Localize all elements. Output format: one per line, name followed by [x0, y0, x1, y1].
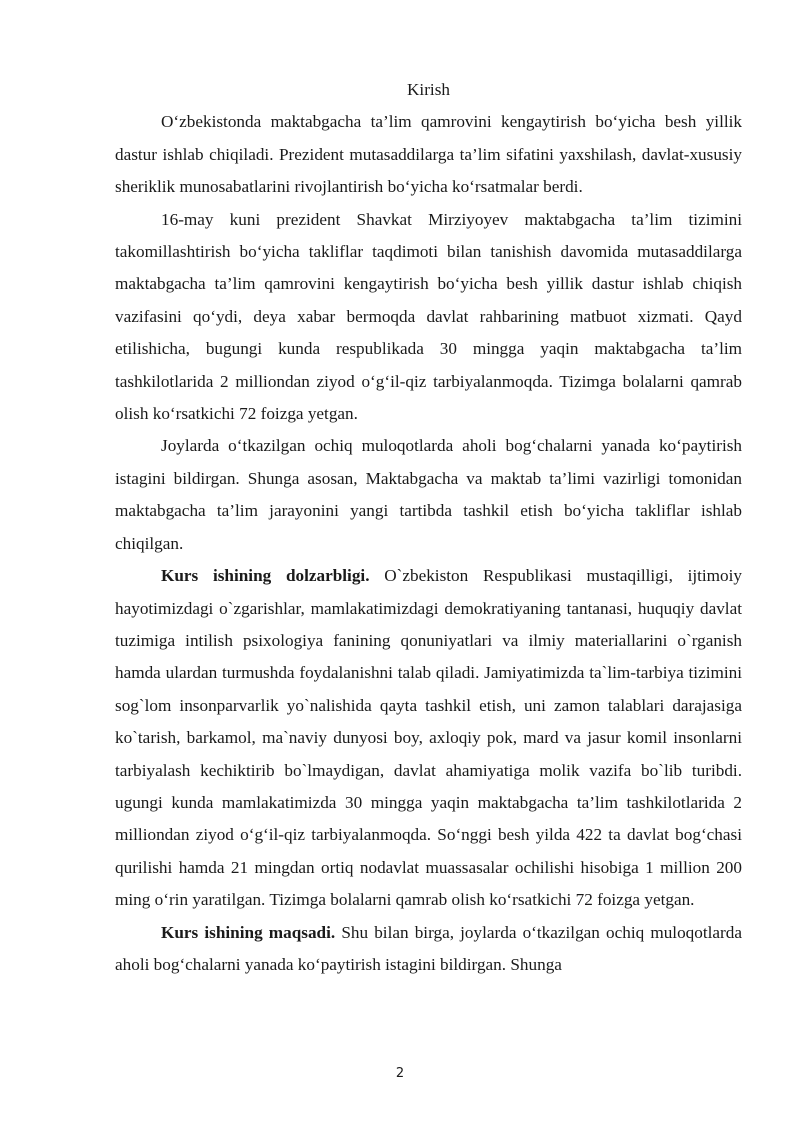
paragraph-text: Shu bilan birga, joylarda o‘tkazilgan ochiq muloqotlarda aholi bog‘chalarni yanada ko‘paytirish istagini bildirgan. Shunga [115, 922, 742, 974]
document-title: Kirish [407, 80, 450, 99]
paragraph-meeting [115, 204, 742, 431]
section-heading-relevance: Kurs ishining dolzarbligi. [161, 566, 370, 586]
paragraph-text: O‘zbekistonda maktabgacha ta’lim qamrovini kengaytirish bo‘yicha besh yillik dastur ishlab chiqiladi. Prezident mutasaddilarga ta’lim sifatini yaxshilash, davlat-xususiy sheriklik munosabatlarini rivojlantirish bo‘yicha ko‘rsatmalar berdi. [115, 112, 742, 197]
page-number: 2 [395, 1066, 405, 1081]
paragraph-text: Joylarda o‘tkazilgan ochiq muloqotlarda aholi bog‘chalarni yanada ko‘paytirish istagini bildirgan. Shunga asosan, Maktabgacha va maktab ta’limi vazirligi tomonidan maktabgacha ta’lim jarayonini yangi tartibda tashkil etish bo‘yicha takliflar ishlab chiqilgan. [115, 436, 742, 553]
paragraph-dialogues [115, 430, 742, 560]
paragraph-goal [115, 917, 742, 982]
document-page [115, 74, 742, 981]
paragraph-intro [115, 106, 742, 203]
paragraph-relevance [115, 560, 742, 916]
paragraph-text: 16-may kuni prezident Shavkat Mirziyoyev maktabgacha ta’lim tizimini takomillashtirish bo‘yicha takliflar taqdimoti bilan tanishish davomida mutasaddilarga maktabgacha ta’lim qamrovini kengaytirish bo‘yicha besh yillik dastur ishlab chiqish vazifasini qo‘ydi, deya xabar bermoqda davlat rahbarining matbuot xizmati. Qayd etilishicha, bugungi kunda respublikada 30 mingga yaqin maktabgacha ta’lim tashkilotlarida 2 milliondan ziyod o‘g‘il-qiz tarbiyalanmoqda. Tizimga bolalarni qamrab olish ko‘rsatkichi 72 foizga yetgan. [115, 209, 742, 424]
paragraph-text: O`zbekiston Respublikasi mustaqilligi, ijtimoiy hayotimizdagi o`zgarishlar, mamlakatimizdagi demokratiyaning tantanasi, huquqiy davlat tuzimiga intilish psixologiya fanining qonuniyatlari va ilmiy materiallarini o`rganish hamda ulardan turmushda foydalanishni talab qiladi. Jamiyatimizda ta`lim-tarbiya tizimini sog`lom insonparvarlik yo`nalishida qayta tashkil etish, uni zamon talablari darajasiga ko`tarish, barkamol, ma`naviy dunyosi boy, axloqiy pok, mard va jasur komil insonlarni tarbiyalash kechiktirib bo`lmaydigan, davlat ahamiyatiga molik vazifa bo`lib turibdi. ugungi kunda mamlakatimizda 30 mingga yaqin maktabgacha ta’lim tashkilotlarida 2 milliondan ziyod o‘g‘il-qiz tarbiyalanmoqda. So‘nggi besh yilda 422 ta davlat bog‘chasi qurilishi hamda 21 mingdan ortiq nodavlat muassasalar ochilishi hisobiga 1 million 200 ming o‘rin yaratilgan. Tizimga bolalarni qamrab olish ko‘rsatkichi 72 foizga yetgan. [115, 566, 743, 910]
section-heading-goal: Kurs ishining maqsadi. [161, 922, 336, 942]
